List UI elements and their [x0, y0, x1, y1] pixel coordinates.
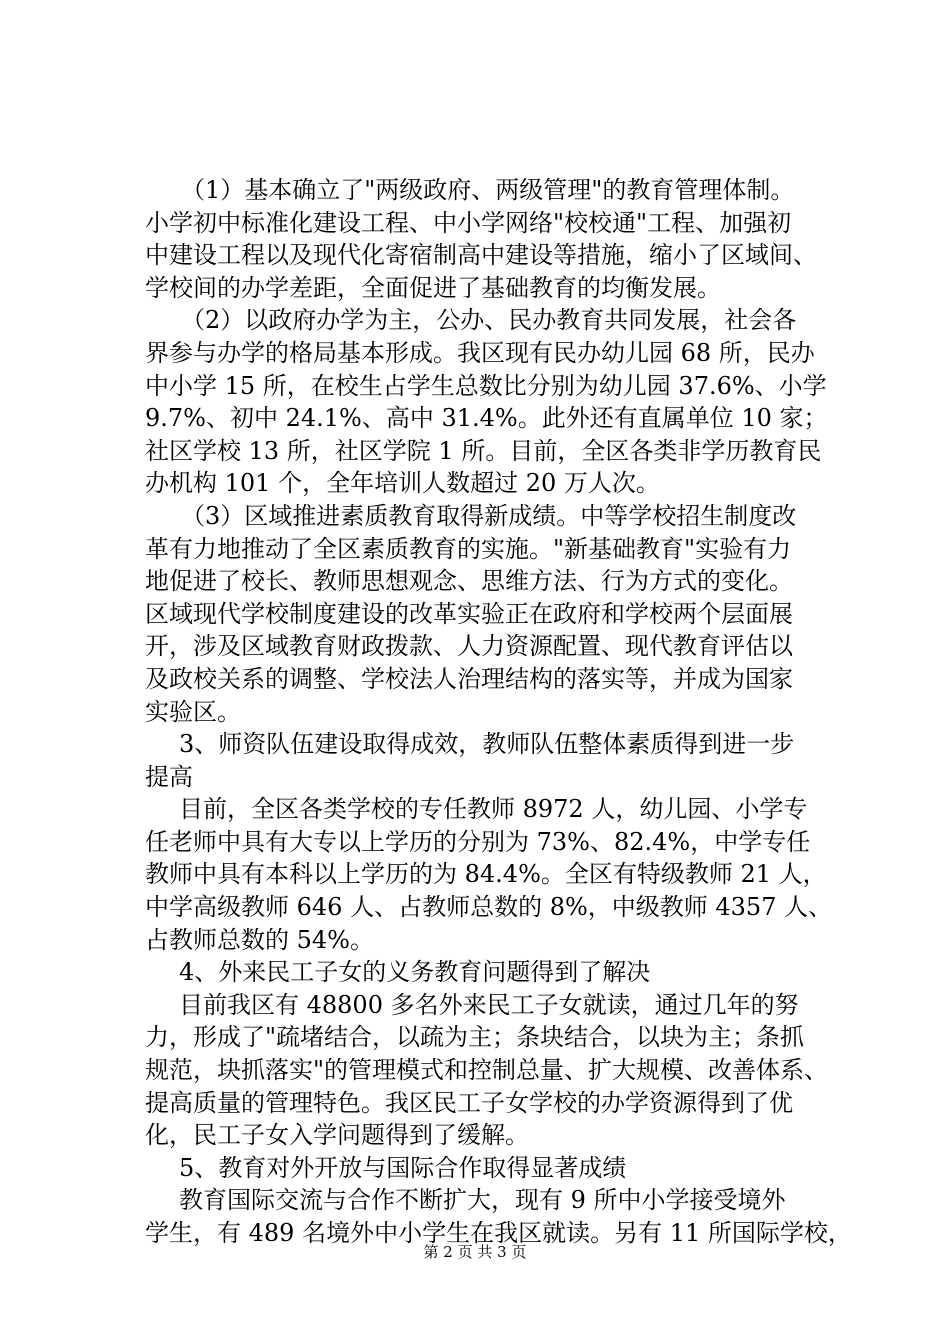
section-heading-4: 4、外来民工子女的义务教育问题得到了解决 — [179, 958, 651, 987]
paragraph-2-line: 中小学 15 所，在校生占学生总数比分别为幼儿园 37.6%、小学 — [145, 371, 827, 400]
paragraph-4-line: 占教师总数的 54%。 — [145, 925, 374, 954]
paragraph-2-line: 9.7%、初中 24.1%、高中 31.4%。此外还有直属单位 10 家； — [145, 404, 828, 433]
section-heading-3-line: 提高 — [145, 762, 193, 791]
paragraph-5-line: 规范，块抓落实"的管理模式和控制总量、扩大规模、改善体系、 — [145, 1056, 829, 1085]
paragraph-6-line: 学生，有 489 名境外中小学生在我区就读。另有 11 所国际学校， — [145, 1219, 852, 1247]
paragraph-3-line: 及政校关系的调整、学校法人治理结构的落实等，并成为国家 — [145, 664, 793, 693]
paragraph-2-line: 办机构 101 个，全年培训人数超过 20 万人次。 — [145, 469, 660, 498]
section-heading-5: 5、教育对外开放与国际合作取得显著成绩 — [179, 1153, 627, 1182]
paragraph-4-line: 中学高级教师 646 人、占教师总数的 8%，中级教师 4357 人、 — [145, 893, 833, 922]
paragraph-2-line: （2）以政府办学为主，公办、民办教育共同发展，社会各 — [181, 306, 797, 335]
paragraph-3-line: 地促进了校长、教师思想观念、思维方法、行为方式的变化。 — [145, 567, 793, 596]
paragraph-3-line: 开，涉及区域教育财政拨款、人力资源配置、现代教育评估以 — [145, 632, 793, 661]
paragraph-4-line: 教师中具有本科以上学历的为 84.4%。全区有特级教师 21 人， — [145, 860, 827, 889]
section-heading-3-line: 3、师资队伍建设取得成效，教师队伍整体素质得到进一步 — [179, 730, 795, 759]
document-body — [145, 174, 852, 1250]
paragraph-2-line: 界参与办学的格局基本形成。我区现有民办幼儿园 68 所，民办 — [145, 338, 815, 367]
paragraph-3-line: 区域现代学校制度建设的改革实验正在政府和学校两个层面展 — [145, 599, 793, 628]
paragraph-5-line: 力，形成了"疏堵结合，以疏为主；条块结合，以块为主；条抓 — [145, 1023, 805, 1052]
paragraph-5-line: 目前我区有 48800 多名外来民工子女就读，通过几年的努 — [179, 990, 799, 1019]
paragraph-1-line: 学校间的办学差距，全面促进了基础教育的均衡发展。 — [145, 273, 721, 302]
paragraph-1-line: 中建设工程以及现代化寄宿制高中建设等措施，缩小了区域间、 — [145, 241, 817, 270]
paragraph-3-line: （3）区域推进素质教育取得新成绩。中等学校招生制度改 — [181, 501, 797, 530]
paragraph-4-line: 任老师中具有大专以上学历的分别为 73%、82.4%，中学专任 — [145, 827, 811, 856]
paragraph-4-line: 目前，全区各类学校的专任教师 8972 人，幼儿园、小学专 — [179, 795, 808, 824]
paragraph-1-line: 小学初中标准化建设工程、中小学网络"校校通"工程、加强初 — [145, 208, 792, 237]
paragraph-3-line: 革有力地推动了全区素质教育的实施。"新基础教育"实验有力 — [145, 534, 792, 563]
paragraph-3-line: 实验区。 — [145, 697, 241, 726]
paragraph-5-line: 化，民工子女入学问题得到了缓解。 — [145, 1121, 529, 1150]
paragraph-6-line: 教育国际交流与合作不断扩大，现有 9 所中小学接受境外 — [179, 1186, 786, 1215]
paragraph-1-line: （1）基本确立了"两级政府、两级管理"的教育管理体制。 — [181, 176, 795, 204]
paragraph-2-line: 社区学校 13 所，社区学院 1 所。目前，全区各类非学历教育民 — [145, 436, 822, 465]
paragraph-5-line: 提高质量的管理特色。我区民工子女学校的办学资源得到了优 — [145, 1088, 793, 1117]
page-number-footer: 第 2 页 共 3 页 — [423, 1243, 527, 1261]
